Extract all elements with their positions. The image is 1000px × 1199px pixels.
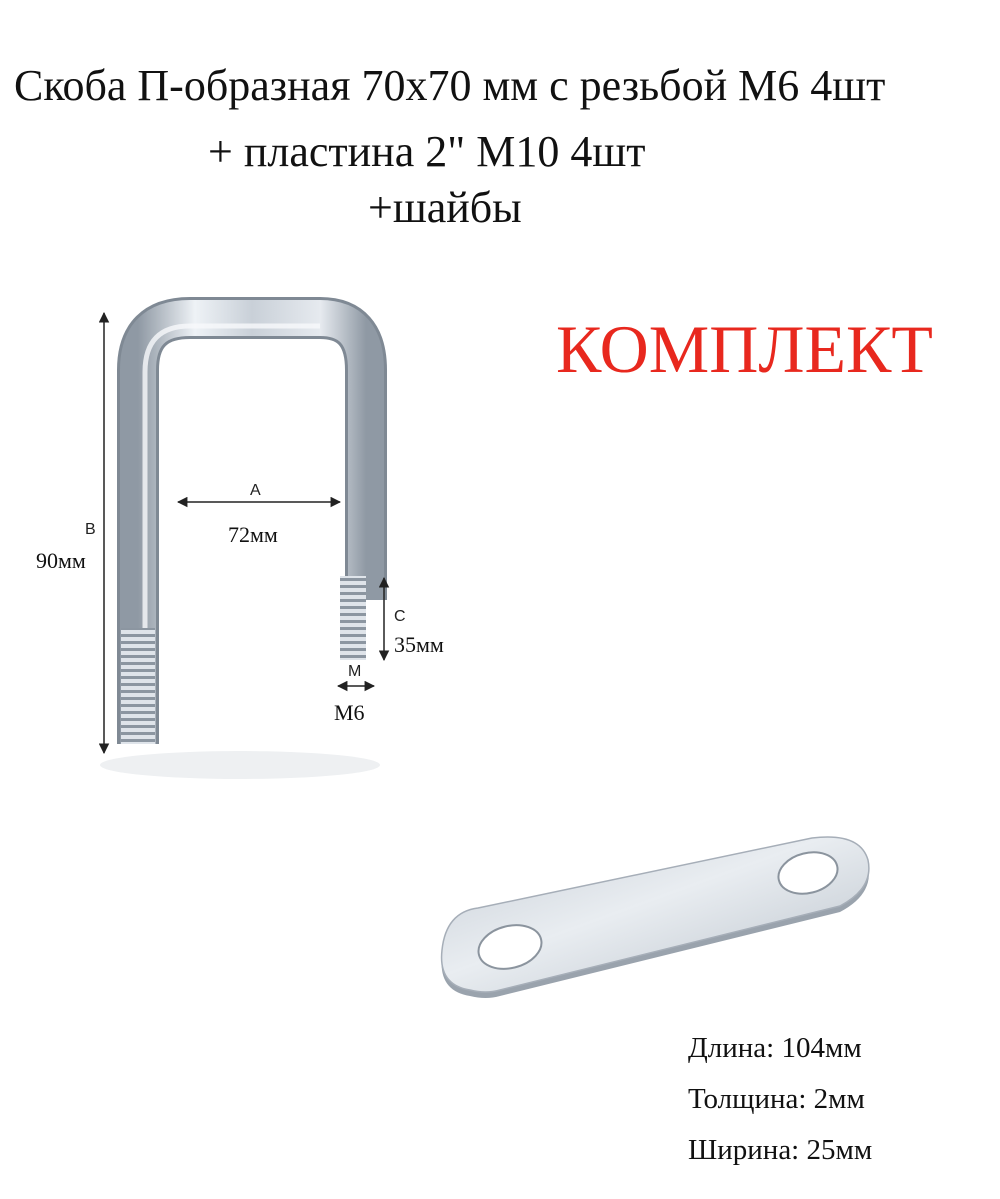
dim-value-m: М6	[334, 700, 365, 725]
title-line-2: + пластина 2" М10 4шт	[208, 127, 646, 176]
long-leg-thread	[121, 628, 155, 744]
dim-value-b: 90мм	[36, 548, 86, 573]
short-leg-thread	[340, 576, 366, 660]
title-line-1: Скоба П-образная 70x70 мм с резьбой М6 4шт	[14, 61, 886, 110]
plate-spec-width: Ширина: 25мм	[688, 1134, 873, 1166]
dim-letter-a: A	[250, 482, 261, 499]
dim-letter-c: C	[394, 608, 406, 625]
dim-letter-m: M	[348, 663, 362, 680]
plate-spec-thickness: Толщина: 2мм	[688, 1083, 865, 1115]
dim-value-c: 35мм	[394, 632, 444, 657]
title-line-3: +шайбы	[368, 183, 522, 232]
dim-value-a: 72мм	[228, 522, 278, 547]
kit-label: КОМПЛЕКТ	[556, 311, 933, 387]
dim-letter-b: B	[85, 521, 96, 538]
plate-spec-length: Длина: 104мм	[688, 1032, 862, 1064]
plate-image	[442, 837, 869, 998]
